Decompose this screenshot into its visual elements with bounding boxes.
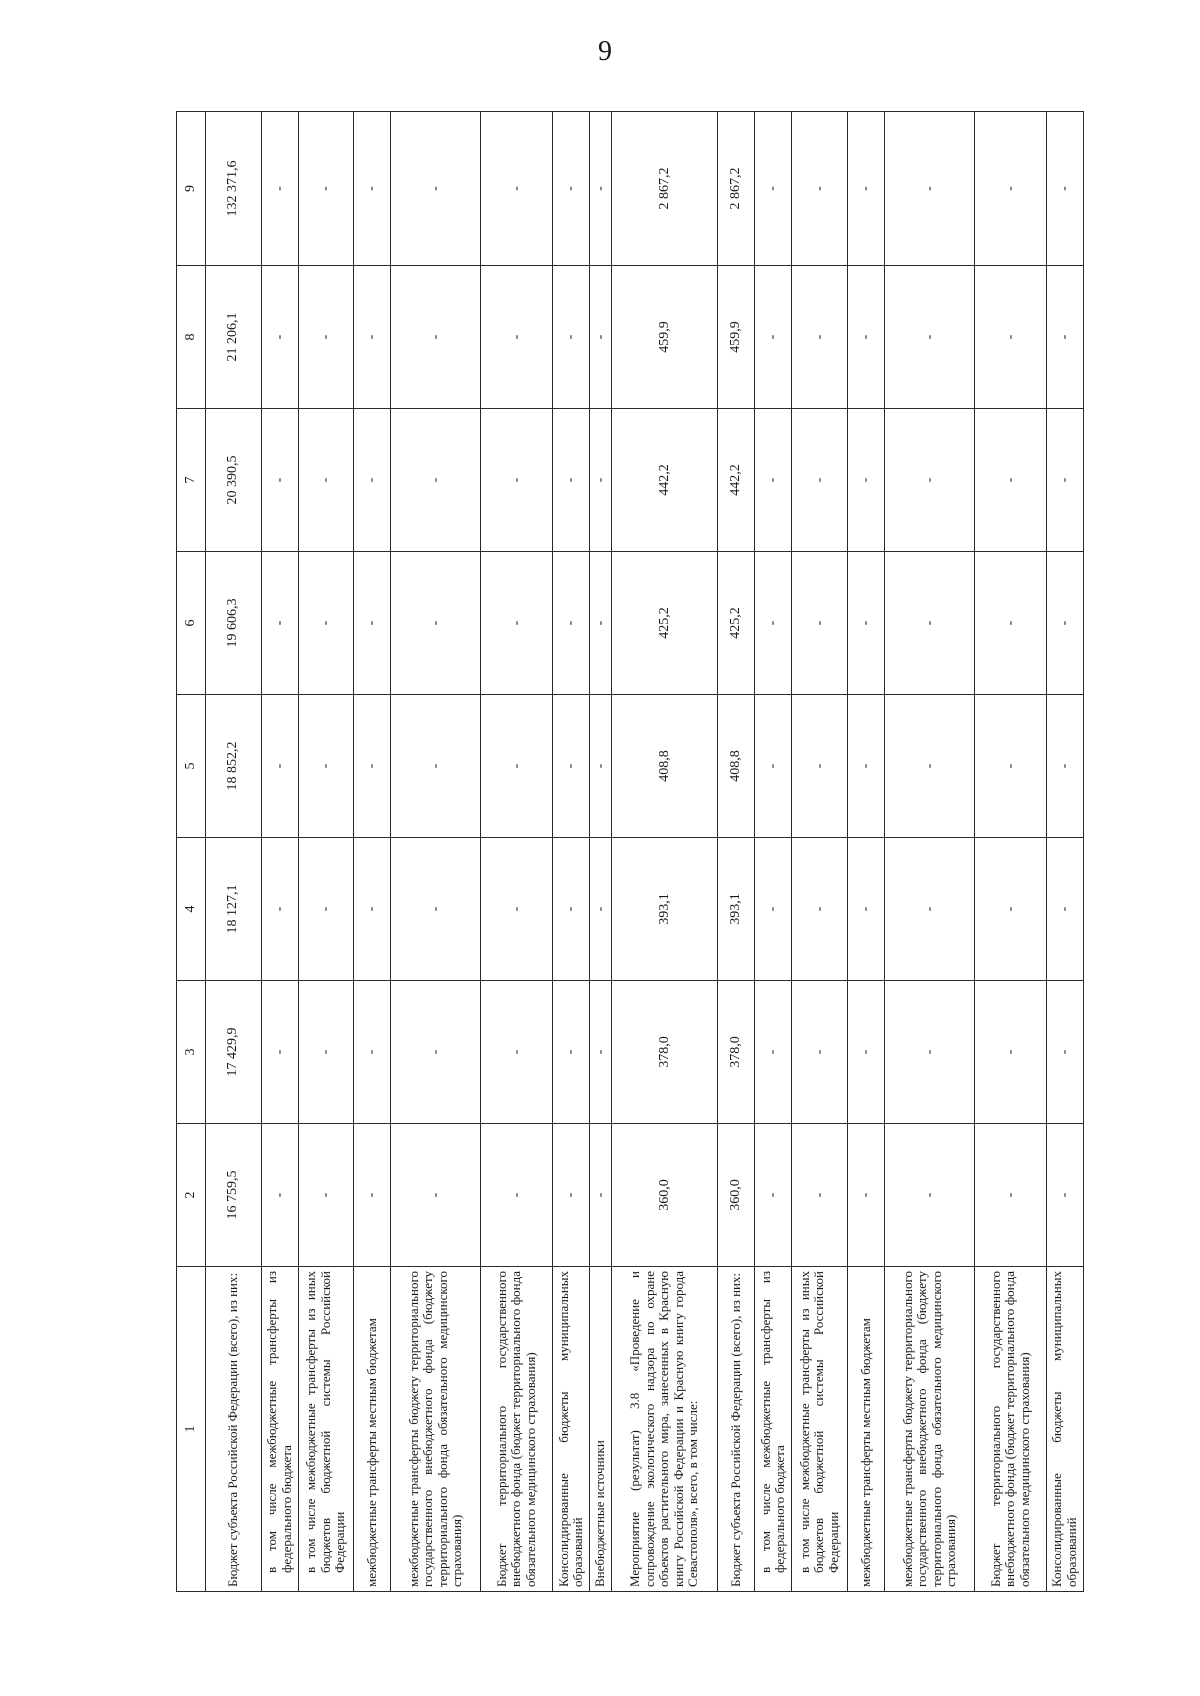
- cell-value: -: [354, 112, 391, 266]
- cell-value: -: [354, 838, 391, 981]
- rotated-table-container: [176, 112, 1084, 1592]
- cell-value: 20 390,5: [206, 409, 262, 552]
- row-label: в том числе межбюджетные трансферты из федерального бюджета: [755, 1267, 792, 1592]
- budget-table: [176, 111, 1084, 1592]
- cell-value: 459,9: [611, 266, 717, 409]
- cell-value: -: [884, 266, 974, 409]
- table-row: [261, 112, 298, 1592]
- cell-value: -: [590, 695, 612, 838]
- cell-value: 378,0: [718, 981, 755, 1124]
- table-row: [611, 112, 717, 1592]
- cell-value: -: [847, 981, 884, 1124]
- cell-value: -: [590, 838, 612, 981]
- table-row: [206, 112, 262, 1592]
- cell-value: -: [391, 1124, 481, 1267]
- cell-value: -: [1046, 266, 1083, 409]
- table-row: [391, 112, 481, 1592]
- row-label: межбюджетные трансферты бюджету территориального государственного внебюджетного фонда (бюджету территориального фонда обязательного медицинского страхования): [391, 1267, 481, 1592]
- cell-value: -: [755, 552, 792, 695]
- cell-value: -: [792, 838, 848, 981]
- column-header-4: 4: [177, 838, 206, 981]
- table-row: [1046, 112, 1083, 1592]
- cell-value: -: [792, 552, 848, 695]
- column-header-6: 6: [177, 552, 206, 695]
- cell-value: -: [975, 981, 1047, 1124]
- cell-value: -: [590, 112, 612, 266]
- cell-value: -: [884, 552, 974, 695]
- row-label: Консолидированные бюджеты муниципальных образований: [553, 1267, 590, 1592]
- cell-value: -: [755, 981, 792, 1124]
- cell-value: -: [298, 266, 354, 409]
- table-row: [792, 112, 848, 1592]
- table-row: [755, 112, 792, 1592]
- cell-value: -: [481, 1124, 553, 1267]
- cell-value: -: [975, 695, 1047, 838]
- cell-value: -: [391, 409, 481, 552]
- cell-value: -: [755, 409, 792, 552]
- cell-value: 425,2: [718, 552, 755, 695]
- cell-value: 425,2: [611, 552, 717, 695]
- cell-value: -: [847, 552, 884, 695]
- column-header-3: 3: [177, 981, 206, 1124]
- cell-value: -: [884, 981, 974, 1124]
- cell-value: -: [792, 409, 848, 552]
- cell-value: -: [755, 266, 792, 409]
- row-label: Мероприятие (результат) 3.8 «Проведение и сопровождение экологического надзора по охране объектов растительного мира, занесенных в Красную книгу Российской Федерации и Красную книгу города Севастополя», всего, в том числе:: [611, 1267, 717, 1592]
- cell-value: 378,0: [611, 981, 717, 1124]
- row-label: межбюджетные трансферты местным бюджетам: [354, 1267, 391, 1592]
- cell-value: -: [354, 1124, 391, 1267]
- cell-value: -: [1046, 981, 1083, 1124]
- cell-value: -: [481, 838, 553, 981]
- cell-value: -: [792, 1124, 848, 1267]
- column-header-1: 1: [177, 1267, 206, 1592]
- cell-value: -: [590, 981, 612, 1124]
- cell-value: -: [354, 695, 391, 838]
- cell-value: -: [354, 409, 391, 552]
- cell-value: -: [391, 552, 481, 695]
- header-row: [177, 112, 206, 1592]
- cell-value: -: [792, 981, 848, 1124]
- cell-value: -: [298, 112, 354, 266]
- cell-value: -: [391, 695, 481, 838]
- cell-value: -: [1046, 695, 1083, 838]
- cell-value: -: [553, 1124, 590, 1267]
- cell-value: 132 371,6: [206, 112, 262, 266]
- cell-value: -: [755, 1124, 792, 1267]
- cell-value: -: [391, 112, 481, 266]
- cell-value: -: [1046, 112, 1083, 266]
- column-header-2: 2: [177, 1124, 206, 1267]
- cell-value: 408,8: [718, 695, 755, 838]
- cell-value: -: [590, 409, 612, 552]
- table-row: [718, 112, 755, 1592]
- cell-value: 2 867,2: [611, 112, 717, 266]
- cell-value: -: [261, 552, 298, 695]
- cell-value: -: [792, 695, 848, 838]
- cell-value: -: [975, 838, 1047, 981]
- table-row: [590, 112, 612, 1592]
- row-label: в том числе межбюджетные трансферты из иных бюджетов бюджетной системы Российской Федерации: [792, 1267, 848, 1592]
- row-label: Бюджет территориального государственного внебюджетного фонда (бюджет территориального фонда обязательного медицинского страхования): [481, 1267, 553, 1592]
- table-row: [354, 112, 391, 1592]
- cell-value: -: [298, 552, 354, 695]
- cell-value: -: [792, 266, 848, 409]
- cell-value: -: [847, 409, 884, 552]
- cell-value: 393,1: [718, 838, 755, 981]
- cell-value: -: [298, 981, 354, 1124]
- cell-value: -: [481, 266, 553, 409]
- cell-value: -: [481, 981, 553, 1124]
- row-label: Бюджет субъекта Российской Федерации (всего), из них:: [206, 1267, 262, 1592]
- column-header-9: 9: [177, 112, 206, 266]
- cell-value: -: [1046, 552, 1083, 695]
- cell-value: -: [298, 409, 354, 552]
- column-header-7: 7: [177, 409, 206, 552]
- page-number: 9: [598, 36, 612, 67]
- cell-value: -: [1046, 409, 1083, 552]
- cell-value: -: [1046, 838, 1083, 981]
- cell-value: -: [590, 552, 612, 695]
- cell-value: -: [553, 409, 590, 552]
- cell-value: -: [481, 409, 553, 552]
- cell-value: -: [298, 1124, 354, 1267]
- cell-value: -: [391, 266, 481, 409]
- cell-value: -: [755, 838, 792, 981]
- table-row: [975, 112, 1047, 1592]
- cell-value: 18 852,2: [206, 695, 262, 838]
- row-label: Бюджет территориального государственного внебюджетного фонда (бюджет территориального фонда обязательного медицинского страхования): [975, 1267, 1047, 1592]
- cell-value: 21 206,1: [206, 266, 262, 409]
- column-header-8: 8: [177, 266, 206, 409]
- cell-value: -: [481, 552, 553, 695]
- table-row: [847, 112, 884, 1592]
- cell-value: -: [391, 838, 481, 981]
- cell-value: -: [391, 981, 481, 1124]
- cell-value: -: [354, 552, 391, 695]
- cell-value: -: [590, 266, 612, 409]
- cell-value: 16 759,5: [206, 1124, 262, 1267]
- cell-value: 459,9: [718, 266, 755, 409]
- cell-value: -: [847, 112, 884, 266]
- row-label: в том числе межбюджетные трансферты из федерального бюджета: [261, 1267, 298, 1592]
- cell-value: -: [298, 838, 354, 981]
- cell-value: -: [755, 112, 792, 266]
- cell-value: -: [261, 266, 298, 409]
- cell-value: -: [847, 838, 884, 981]
- cell-value: 442,2: [718, 409, 755, 552]
- cell-value: -: [755, 695, 792, 838]
- cell-value: -: [590, 1124, 612, 1267]
- cell-value: 360,0: [718, 1124, 755, 1267]
- cell-value: -: [975, 1124, 1047, 1267]
- cell-value: -: [261, 838, 298, 981]
- cell-value: -: [975, 552, 1047, 695]
- cell-value: -: [884, 695, 974, 838]
- cell-value: -: [481, 695, 553, 838]
- cell-value: -: [847, 266, 884, 409]
- table-body: [206, 112, 1084, 1592]
- cell-value: -: [553, 981, 590, 1124]
- cell-value: -: [884, 1124, 974, 1267]
- column-header-5: 5: [177, 695, 206, 838]
- cell-value: -: [975, 409, 1047, 552]
- cell-value: -: [261, 409, 298, 552]
- cell-value: -: [261, 981, 298, 1124]
- cell-value: 18 127,1: [206, 838, 262, 981]
- table-row: [298, 112, 354, 1592]
- cell-value: -: [975, 112, 1047, 266]
- cell-value: 408,8: [611, 695, 717, 838]
- cell-value: -: [847, 1124, 884, 1267]
- row-label: межбюджетные трансферты бюджету территориального государственного внебюджетного фонда (бюджету территориального фонда обязательного медицинского страхования): [884, 1267, 974, 1592]
- cell-value: -: [261, 112, 298, 266]
- cell-value: -: [847, 695, 884, 838]
- cell-value: -: [261, 695, 298, 838]
- cell-value: 393,1: [611, 838, 717, 981]
- cell-value: -: [553, 695, 590, 838]
- cell-value: -: [884, 838, 974, 981]
- cell-value: 19 606,3: [206, 552, 262, 695]
- cell-value: 2 867,2: [718, 112, 755, 266]
- table-row: [553, 112, 590, 1592]
- table-row: [481, 112, 553, 1592]
- cell-value: 17 429,9: [206, 981, 262, 1124]
- row-label: Внебюджетные источники: [590, 1267, 612, 1592]
- cell-value: -: [553, 552, 590, 695]
- cell-value: 442,2: [611, 409, 717, 552]
- cell-value: -: [884, 112, 974, 266]
- row-label: межбюджетные трансферты местным бюджетам: [847, 1267, 884, 1592]
- table-row: [884, 112, 974, 1592]
- cell-value: -: [261, 1124, 298, 1267]
- cell-value: -: [354, 981, 391, 1124]
- cell-value: -: [553, 266, 590, 409]
- cell-value: -: [354, 266, 391, 409]
- cell-value: -: [975, 266, 1047, 409]
- cell-value: 360,0: [611, 1124, 717, 1267]
- cell-value: -: [553, 838, 590, 981]
- cell-value: -: [1046, 1124, 1083, 1267]
- cell-value: -: [553, 112, 590, 266]
- row-label: в том числе межбюджетные трансферты из иных бюджетов бюджетной системы Российской Федерации: [298, 1267, 354, 1592]
- cell-value: -: [792, 112, 848, 266]
- cell-value: -: [884, 409, 974, 552]
- cell-value: -: [481, 112, 553, 266]
- row-label: Бюджет субъекта Российской Федерации (всего), из них:: [718, 1267, 755, 1592]
- row-label: Консолидированные бюджеты муниципальных образований: [1046, 1267, 1083, 1592]
- cell-value: -: [298, 695, 354, 838]
